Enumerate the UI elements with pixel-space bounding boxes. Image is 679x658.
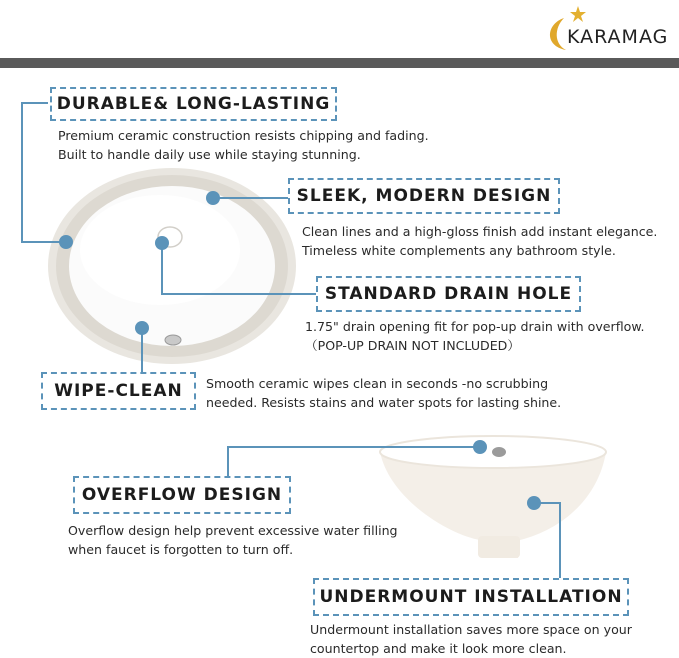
callout-dot-drain <box>155 236 169 250</box>
feature-desc-line: 1.75" drain opening fit for pop-up drain with overflow. <box>305 319 645 334</box>
feature-desc-line: needed. Resists stains and water spots for lasting shine. <box>206 395 562 410</box>
feature-desc-line: when faucet is forgotten to turn off. <box>68 542 294 557</box>
feature-title-durable: DURABLE& LONG-LASTING <box>50 87 337 121</box>
feature-title-undermount: UNDERMOUNT INSTALLATION <box>313 578 629 616</box>
feature-desc-overflow <box>68 521 398 559</box>
callout-dot-wipe <box>135 321 149 335</box>
feature-title-sleek: SLEEK, MODERN DESIGN <box>288 178 560 214</box>
callout-dot-undermount <box>527 496 541 510</box>
feature-title-wipe: WIPE-CLEAN <box>41 372 196 410</box>
feature-desc-line: Clean lines and a high-gloss finish add instant elegance. <box>302 224 658 239</box>
sink-side-view <box>380 436 606 558</box>
feature-title-overflow: OVERFLOW DESIGN <box>73 476 291 514</box>
callout-dot-durable <box>59 235 73 249</box>
feature-title-drain: STANDARD DRAIN HOLE <box>316 276 581 312</box>
feature-desc-undermount <box>310 620 632 658</box>
feature-desc-drain <box>305 317 645 355</box>
feature-desc-line: Timeless white complements any bathroom style. <box>302 243 616 258</box>
feature-desc-durable <box>58 126 429 164</box>
callout-dot-overflow <box>473 440 487 454</box>
feature-desc-line: （POP-UP DRAIN NOT INCLUDED） <box>305 338 520 353</box>
brand-name: KARAMAG <box>567 26 669 48</box>
feature-desc-line: Smooth ceramic wipes clean in seconds -no scrubbing <box>206 376 549 391</box>
callout-dot-sleek <box>206 191 220 205</box>
feature-desc-sleek <box>302 222 657 260</box>
feature-desc-line: Premium ceramic construction resists chipping and fading. <box>58 128 429 143</box>
feature-desc-line: Undermount installation saves more space on your <box>310 622 632 637</box>
feature-desc-line: countertop and make it look more clean. <box>310 641 567 656</box>
feature-desc-line: Overflow design help prevent excessive water filling <box>68 523 398 538</box>
feature-desc-wipe <box>206 374 561 412</box>
feature-desc-line: Built to handle daily use while staying stunning. <box>58 147 361 162</box>
